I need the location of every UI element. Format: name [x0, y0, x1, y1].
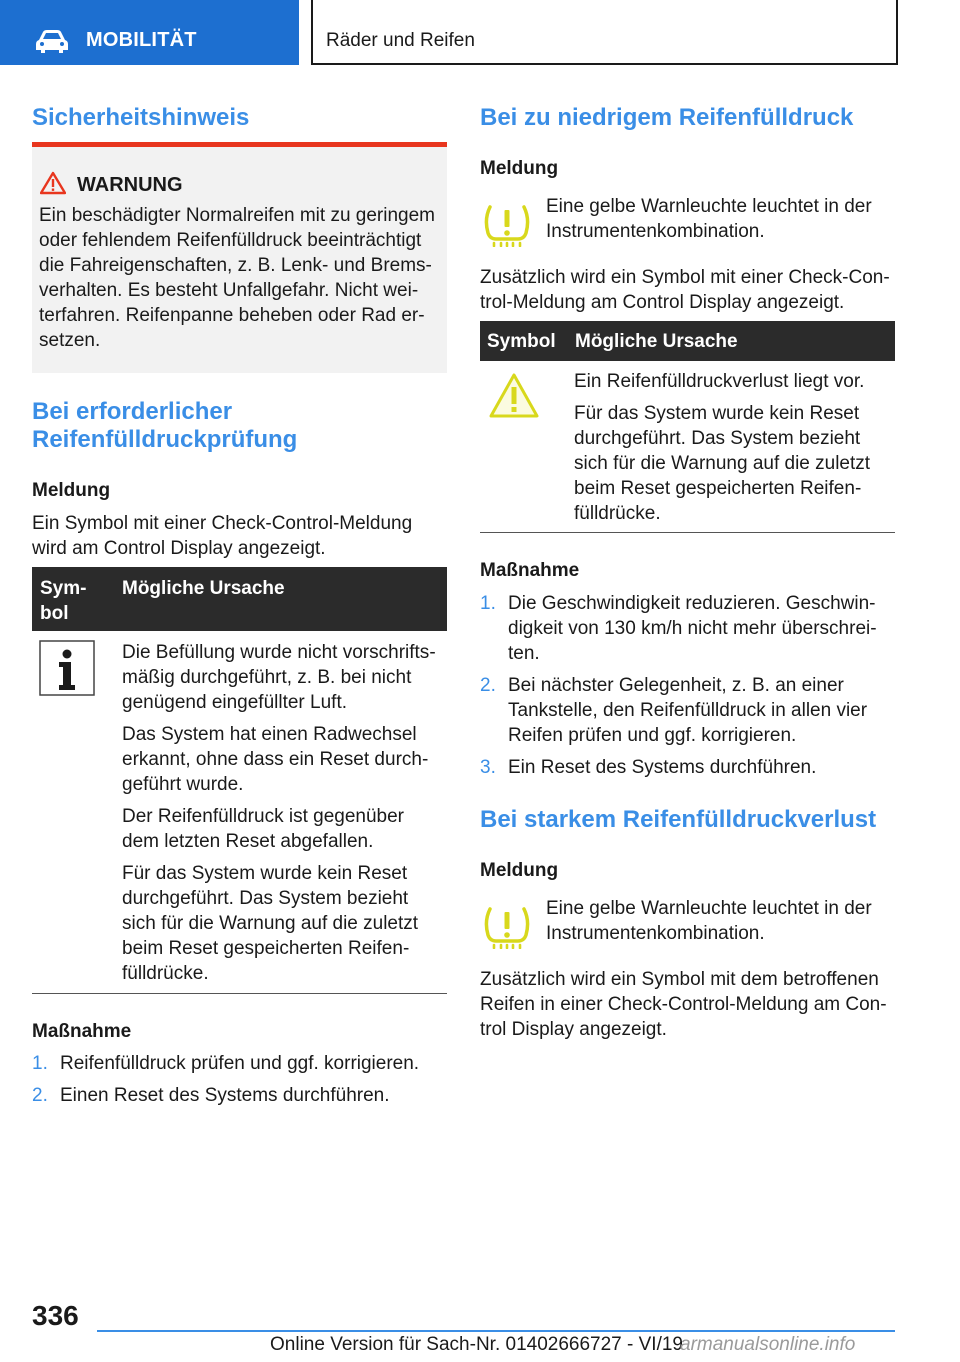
col-symbol-1: Sym- — [40, 578, 87, 599]
meldung-label: Meldung — [32, 480, 111, 501]
cause-item: Das System hat einen Radwechsel erkannt, ohne dass ein Reset durchgeführt wurde. — [122, 724, 429, 795]
col-symbol: Symbol — [487, 331, 556, 352]
section-label: MOBILITÄT — [86, 29, 197, 51]
cause-item: Ein Reifenfülldruckverlust liegt vor. — [574, 371, 865, 392]
page-number: 336 — [32, 1300, 79, 1331]
table-rule — [480, 532, 895, 533]
warning-triangle-icon — [40, 171, 66, 195]
check-heading — [32, 398, 297, 454]
safety-heading: Sicherheitshinweis — [32, 104, 250, 131]
action-steps — [480, 591, 892, 787]
cause-list — [122, 640, 444, 993]
meldung-label: Meldung — [480, 158, 559, 179]
check-heading-line2: Reifenfülldruckprüfung — [32, 426, 298, 453]
massnahme-label: Maßnahme — [480, 560, 580, 581]
footer-online-version: Online Version für Sach-Nr. 01402666727 - VI/19 — [270, 1334, 683, 1355]
col-cause: Mögliche Ursache — [122, 578, 285, 599]
cause-item: Die Befüllung wurde nicht vorschriftsmäßig durchgeführt, z. B. bei nicht genügend eingefüllter Luft. — [122, 642, 436, 713]
col-symbol-2: bol — [40, 603, 69, 624]
action-steps — [32, 1051, 447, 1115]
chapter-tab[interactable] — [311, 0, 898, 65]
warning-box — [32, 142, 447, 373]
list-item: 2. Bei nächster Gelegenheit, z. B. an einer Tankstelle, den Reifenfülldruck in allen vier Reifen prüfen und ggf. korrigieren. — [480, 675, 868, 746]
chapter-label: Räder und Reifen — [326, 30, 475, 51]
list-item: 1. Reifenfülldruck prüfen und ggf. korrigieren. — [32, 1053, 420, 1074]
warning-title: WARNUNG — [77, 174, 183, 196]
low-pressure-heading: Bei zu niedrigem Reifenfülldruck — [480, 104, 854, 131]
section-tab[interactable] — [0, 0, 299, 65]
list-item: 1. Die Geschwindigkeit reduzieren. Geschwindigkeit von 130 km/h nicht mehr überschreiten. — [480, 593, 877, 664]
list-item: 3. Ein Reset des Systems durchführen. — [480, 757, 817, 778]
extra-text: Zusätzlich wird ein Symbol mit dem betroffenen Reifen in einer Check-Control-Meldung am Control Display angezeigt. — [480, 969, 887, 1040]
warning-triangle-icon — [488, 372, 540, 420]
meldung-text: Ein Symbol mit einer Check-Control-Meldung wird am Control Display angezeigt. — [32, 513, 413, 559]
lamp-text: Eine gelbe Warnleuchte leuchtet in der Instrumentenkombination. — [546, 898, 872, 944]
cause-item: Der Reifenfülldruck ist gegenüber dem letzten Reset abgefallen. — [122, 806, 404, 852]
check-heading-line1: Bei erforderlicher — [32, 398, 233, 425]
car-icon — [35, 28, 69, 54]
warning-text: Ein beschädigter Normalreifen mit zu geringem oder fehlendem Reifenfülldruck beeinträchtigt die Fahreigenschaften, z. B. Lenk- und Bremsverhalten. Es besteht Unfallgefahr. Nicht weiterfahren. Reifenpanne beheben oder Rad ersetzen. — [39, 205, 436, 351]
col-cause: Mögliche Ursache — [575, 331, 738, 352]
tire-pressure-lamp-icon — [482, 203, 532, 247]
table-rule — [32, 993, 447, 994]
watermark: armanualsonline.info — [680, 1334, 856, 1355]
tire-pressure-lamp-icon — [482, 905, 532, 949]
lamp-text: Eine gelbe Warnleuchte leuchtet in der Instrumentenkombination. — [546, 196, 872, 242]
cause-table-header — [32, 567, 447, 631]
list-item: 2. Einen Reset des Systems durchführen. — [32, 1085, 390, 1106]
cause-item: Für das System wurde kein Reset durchgeführt. Das System bezieht sich für die Warnung auf die zuletzt beim Reset gespeicherten Reifenfülldrücke. — [574, 403, 871, 524]
footer-rule — [97, 1330, 895, 1332]
info-icon — [39, 640, 95, 696]
cause-list — [574, 369, 892, 533]
cause-table-header — [480, 321, 895, 361]
massnahme-label: Maßnahme — [32, 1021, 132, 1042]
meldung-label: Meldung — [480, 860, 559, 881]
cause-item: Für das System wurde kein Reset durchgeführt. Das System bezieht sich für die Warnung auf die zuletzt beim Reset gespeicherten Reifenfülldrücke. — [122, 863, 419, 984]
extra-text: Zusätzlich wird ein Symbol mit einer Check-Control-Meldung am Control Display angezeigt. — [480, 267, 890, 313]
strong-loss-heading: Bei starkem Reifenfülldruckverlust — [480, 806, 877, 833]
